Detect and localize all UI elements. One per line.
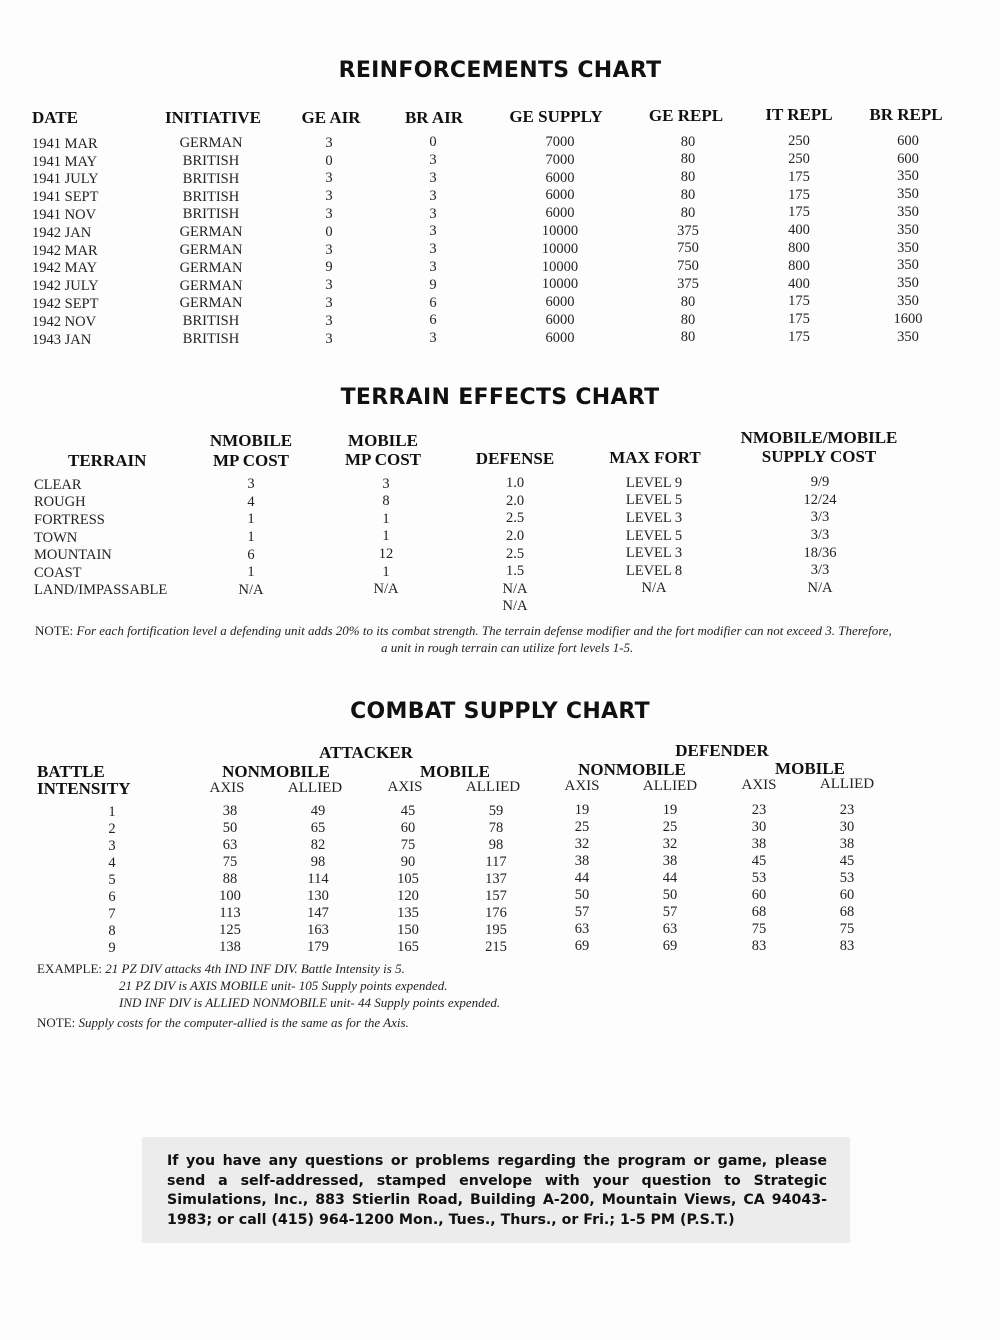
reinforcements-row-cell: 7000 <box>545 151 575 168</box>
terrain-row-cell: N/A <box>373 581 399 598</box>
terrain-row-cell: 1.5 <box>505 563 525 580</box>
terrain-row-cell: 1 <box>382 563 390 580</box>
combat-row-cell: 150 <box>397 921 419 938</box>
combat-row-cell: 125 <box>219 922 241 939</box>
reinforcements-row-cell: 1942 MAR <box>32 242 98 259</box>
combat-row-cell: 75 <box>400 836 416 853</box>
col-ge-repl: GE REPL <box>648 106 724 125</box>
reinforcements-row-cell: 1942 NOV <box>32 313 97 330</box>
sub-att-mobile-axis: AXIS <box>387 779 423 795</box>
reinforcements-row-cell: 350 <box>897 221 919 238</box>
terrain-row-cell: 3/3 <box>810 509 830 526</box>
reinforcements-row-cell: 350 <box>897 293 919 310</box>
terrain-row-cell: 1 <box>382 510 390 527</box>
combat-row-cell: 75 <box>839 920 855 937</box>
reinforcements-row-cell: 7000 <box>545 134 575 151</box>
col-nmobile-line1: NMOBILE <box>209 431 293 450</box>
reinforcements-row-cell: 1941 JULY <box>32 171 99 188</box>
terrain-row-cell: 8 <box>382 493 390 510</box>
reinforcements-row-cell: 375 <box>677 222 699 239</box>
reinforcements-row-cell: 6000 <box>545 294 575 311</box>
combat-row-cell: 120 <box>397 887 419 904</box>
combat-row-cell: 38 <box>751 835 767 852</box>
combat-row-cell: 44 <box>574 870 590 887</box>
reinforcements-row-cell: 750 <box>677 258 699 275</box>
reinforcements-row-cell: BRITISH <box>182 206 240 223</box>
combat-row-cell: 30 <box>839 818 855 835</box>
combat-row-cell: 1 <box>108 803 116 820</box>
combat-row-cell: 82 <box>310 837 326 854</box>
terrain-note-line1 <box>35 623 892 639</box>
combat-row-cell: 45 <box>751 852 767 869</box>
terrain-row-cell: N/A <box>502 580 528 597</box>
combat-row-cell: 68 <box>751 903 767 920</box>
reinforcements-row-cell: 400 <box>788 222 810 239</box>
reinforcements-row-cell: BRITISH <box>182 170 240 187</box>
reinforcements-row-cell: 750 <box>677 240 699 257</box>
reinforcements-row-cell: 9 <box>325 259 333 276</box>
terrain-row-cell: 3 <box>382 475 390 492</box>
col-max-fort: MAX FORT <box>609 448 701 467</box>
combat-row-cell: 8 <box>108 922 116 939</box>
reinforcements-row-cell: 1942 JULY <box>32 278 99 295</box>
combat-row-cell: 32 <box>574 836 590 853</box>
terrain-row-cell: 4 <box>247 493 255 510</box>
terrain-row-cell: N/A <box>641 580 667 597</box>
reinforcements-title: REINFORCEMENTS CHART <box>338 58 662 83</box>
reinforcements-row-cell: 175 <box>788 186 810 203</box>
combat-row-cell: 45 <box>400 802 416 819</box>
combat-row-cell: 25 <box>574 819 590 836</box>
reinforcements-row-cell: 350 <box>897 186 919 203</box>
reinforcements-row-cell: 375 <box>677 275 699 292</box>
reinforcements-row-cell: 80 <box>680 311 696 328</box>
combat-example-text1: 21 PZ DIV attacks 4th IND INF DIV. Battle Intensity is 5. <box>105 961 405 976</box>
reinforcements-row-cell: 1941 NOV <box>32 207 97 224</box>
terrain-title: TERRAIN EFFECTS CHART <box>340 385 660 410</box>
reinforcements-row-cell: 3 <box>429 152 437 169</box>
terrain-row-cell: 12/24 <box>803 491 837 508</box>
col-battle-line2: INTENSITY <box>37 779 131 798</box>
reinforcements-row-cell: 175 <box>788 311 810 328</box>
combat-row-cell: 63 <box>222 837 238 854</box>
terrain-row-cell: 2.0 <box>505 492 525 509</box>
combat-row-cell: 57 <box>662 904 678 921</box>
reinforcements-row-cell: 3 <box>325 170 333 187</box>
attacker-header: ATTACKER <box>319 743 413 762</box>
reinforcements-row-cell: BRITISH <box>182 313 240 330</box>
combat-row-cell: 176 <box>485 904 507 921</box>
combat-row-cell: 78 <box>488 819 504 836</box>
defender-header: DEFENDER <box>675 741 769 760</box>
combat-row-cell: 30 <box>751 818 767 835</box>
reinforcements-row-cell: 400 <box>788 275 810 292</box>
terrain-row-cell: 3 <box>247 476 255 493</box>
reinforcements-row-cell: 80 <box>680 169 696 186</box>
col-mobile-line1: MOBILE <box>348 431 418 450</box>
reinforcements-row-cell: 0 <box>325 223 333 240</box>
combat-row-cell: 163 <box>307 922 329 939</box>
reinforcements-row-cell: 1941 SEPT <box>32 189 99 206</box>
reinforcements-row-cell: 6000 <box>545 205 575 222</box>
terrain-row-cell: 1 <box>382 528 390 545</box>
reinforcements-row-cell: 6000 <box>545 169 575 186</box>
reinforcements-row-cell: 10000 <box>541 240 579 257</box>
combat-row-cell: 60 <box>751 886 767 903</box>
combat-row-cell: 63 <box>662 921 678 938</box>
combat-example-line1 <box>37 961 405 977</box>
reinforcements-row-cell: 3 <box>325 330 333 347</box>
col-supply-cost-line2: SUPPLY COST <box>761 447 877 466</box>
reinforcements-row-cell: 800 <box>788 257 810 274</box>
reinforcements-row-cell: BRITISH <box>182 188 240 205</box>
reinforcements-row-cell: 80 <box>680 133 696 150</box>
combat-row-cell: 5 <box>108 871 116 888</box>
sub-def-mobile-axis: AXIS <box>741 777 777 793</box>
reinforcements-row-cell: 3 <box>325 241 333 258</box>
sub-att-mobile-allied: ALLIED <box>465 779 521 795</box>
terrain-row-cell: 18/36 <box>803 544 837 561</box>
terrain-row-cell: LEVEL 9 <box>625 474 683 491</box>
terrain-row-cell: 12 <box>378 546 394 563</box>
combat-row-cell: 23 <box>839 801 855 818</box>
reinforcements-row-cell: 80 <box>680 329 696 346</box>
reinforcements-row-cell: 3 <box>325 277 333 294</box>
combat-row-cell: 105 <box>397 870 419 887</box>
terrain-note-text: For each fortification level a defending unit adds 20% to its combat strength. The terrain defense modifier and the fort modifier can not exceed 3. Therefore, <box>76 623 892 638</box>
reinforcements-row-cell: 3 <box>429 187 437 204</box>
col-br-repl: BR REPL <box>869 105 943 124</box>
combat-row-cell: 75 <box>222 854 238 871</box>
reinforcements-row-cell: 80 <box>680 186 696 203</box>
attacker-mobile-header: MOBILE <box>420 762 490 781</box>
reinforcements-row-cell: 3 <box>429 223 437 240</box>
combat-row-cell: 88 <box>222 871 238 888</box>
reinforcements-row-cell: 6 <box>429 294 437 311</box>
combat-row-cell: 114 <box>307 871 329 888</box>
combat-row-cell: 7 <box>108 905 116 922</box>
combat-row-cell: 83 <box>839 937 855 954</box>
combat-row-cell: 53 <box>839 869 855 886</box>
terrain-row-cell: ROUGH <box>34 494 86 511</box>
combat-row-cell: 38 <box>662 853 678 870</box>
terrain-note-label: NOTE: <box>35 623 74 638</box>
attacker-nonmobile-header: NONMOBILE <box>222 762 330 781</box>
combat-row-cell: 157 <box>485 887 507 904</box>
reinforcements-row-cell: 1600 <box>893 310 923 327</box>
combat-row-cell: 130 <box>307 888 329 905</box>
reinforcements-row-cell: 175 <box>788 293 810 310</box>
reinforcements-row-cell: 10000 <box>541 258 579 275</box>
reinforcements-row-cell: 10000 <box>541 276 579 293</box>
terrain-row-cell: 9/9 <box>810 474 830 491</box>
combat-row-cell: 9 <box>108 939 116 956</box>
combat-example-line3: IND INF DIV is ALLIED NONMOBILE unit- 44 Supply points expended. <box>119 995 501 1010</box>
terrain-row-cell: LAND/IMPASSABLE <box>34 582 168 599</box>
terrain-row-cell: LEVEL 5 <box>625 527 683 544</box>
reinforcements-row-cell: 350 <box>897 328 919 345</box>
reinforcements-row-cell: 1941 MAR <box>32 135 98 152</box>
reinforcements-row-cell: 80 <box>680 204 696 221</box>
terrain-row-cell: FORTRESS <box>34 512 105 529</box>
contact-info-box <box>142 1137 850 1243</box>
col-ge-air: GE AIR <box>301 108 361 127</box>
combat-row-cell: 19 <box>574 802 590 819</box>
defender-mobile-header: MOBILE <box>775 759 845 778</box>
reinforcements-row-cell: 250 <box>788 151 810 167</box>
reinforcements-row-cell: 3 <box>429 259 437 276</box>
reinforcements-row-cell: 1942 MAY <box>32 260 98 277</box>
combat-row-cell: 65 <box>310 820 326 837</box>
reinforcements-row-cell: 6000 <box>545 312 575 329</box>
combat-row-cell: 165 <box>397 938 419 955</box>
combat-row-cell: 117 <box>485 853 507 870</box>
combat-row-cell: 49 <box>310 803 326 820</box>
reinforcements-row-cell: 3 <box>325 188 333 205</box>
combat-row-cell: 50 <box>662 887 678 904</box>
combat-row-cell: 38 <box>839 835 855 852</box>
combat-row-cell: 38 <box>574 853 590 870</box>
combat-row-cell: 4 <box>108 854 116 871</box>
combat-row-cell: 57 <box>574 904 590 921</box>
terrain-row-cell: TOWN <box>34 529 78 546</box>
combat-row-cell: 75 <box>751 920 767 937</box>
terrain-note-line2: a unit in rough terrain can utilize fort levels 1-5. <box>381 640 634 655</box>
sub-att-nonmobile-allied: ALLIED <box>287 780 343 796</box>
reinforcements-row-cell: 3 <box>325 312 333 329</box>
col-ge-supply: GE SUPPLY <box>509 107 603 126</box>
terrain-row-cell: 3/3 <box>810 526 830 543</box>
reinforcements-row-cell: 80 <box>680 293 696 310</box>
combat-row-cell: 19 <box>662 802 678 819</box>
terrain-row-cell: COAST <box>34 564 82 581</box>
reinforcements-row-cell: 3 <box>429 205 437 222</box>
col-supply-cost-line1: NMOBILE/MOBILE <box>740 428 898 447</box>
reinforcements-row-cell: 6000 <box>545 329 575 346</box>
terrain-extra-defense-cell: N/A <box>502 598 528 614</box>
reinforcements-row-cell: 0 <box>325 152 333 169</box>
terrain-row-cell: N/A <box>238 581 264 598</box>
terrain-row-cell: 1 <box>247 564 255 581</box>
terrain-row-cell: CLEAR <box>34 476 82 493</box>
reinforcements-row-cell: 3 <box>429 241 437 258</box>
sub-def-mobile-allied: ALLIED <box>819 776 875 792</box>
combat-row-cell: 53 <box>751 869 767 886</box>
reinforcements-row-cell: 6000 <box>545 187 575 204</box>
combat-row-cell: 3 <box>108 837 116 854</box>
sub-att-nonmobile-axis: AXIS <box>209 780 245 796</box>
reinforcements-row-cell: 600 <box>897 132 919 149</box>
reinforcements-row-cell: 350 <box>897 168 919 185</box>
terrain-row-cell: LEVEL 3 <box>625 509 683 526</box>
terrain-row-cell: 2.5 <box>505 510 525 527</box>
terrain-row-cell: MOUNTAIN <box>34 547 112 564</box>
reinforcements-row-cell: 10000 <box>541 223 579 240</box>
reinforcements-row-cell: 3 <box>429 170 437 187</box>
combat-example-line2: 21 PZ DIV is AXIS MOBILE unit- 105 Supply points expended. <box>119 978 448 993</box>
combat-example-label: EXAMPLE: <box>37 961 102 976</box>
col-it-repl: IT REPL <box>765 105 833 124</box>
combat-row-cell: 83 <box>751 937 767 954</box>
reinforcements-row-cell: 350 <box>897 204 919 221</box>
combat-row-cell: 100 <box>219 888 241 905</box>
defender-nonmobile-header: NONMOBILE <box>578 760 686 779</box>
combat-row-cell: 147 <box>307 905 329 922</box>
terrain-row-cell: LEVEL 3 <box>625 545 683 562</box>
combat-row-cell: 215 <box>485 938 507 955</box>
reinforcements-row-cell: GERMAN <box>179 135 243 152</box>
reinforcements-row-cell: 1942 JAN <box>32 224 92 241</box>
reinforcements-row-cell: 6 <box>429 312 437 329</box>
reinforcements-row-cell: 175 <box>788 204 810 221</box>
combat-row-cell: 98 <box>310 854 326 871</box>
reinforcements-row-cell: GERMAN <box>179 224 243 241</box>
reinforcements-row-cell: BRITISH <box>182 153 240 170</box>
terrain-row-cell: 6 <box>247 546 255 563</box>
reinforcements-row-cell: 3 <box>325 295 333 312</box>
combat-row-cell: 44 <box>662 870 678 887</box>
reinforcements-row-cell: 350 <box>897 239 919 256</box>
col-mobile-line2: MP COST <box>344 450 422 469</box>
reinforcements-row-cell: 3 <box>325 206 333 223</box>
sub-def-nonmobile-axis: AXIS <box>564 778 600 794</box>
terrain-row-cell: LEVEL 8 <box>625 562 683 579</box>
combat-note <box>37 1015 409 1031</box>
col-battle-line1: BATTLE <box>37 762 105 781</box>
reinforcements-row-cell: BRITISH <box>182 331 240 348</box>
combat-row-cell: 179 <box>307 939 329 956</box>
combat-row-cell: 90 <box>400 853 416 870</box>
reinforcements-row-cell: 1941 MAY <box>32 153 98 170</box>
terrain-row-cell: 1 <box>247 528 255 545</box>
combat-row-cell: 69 <box>662 938 678 955</box>
reinforcements-row-cell: 350 <box>897 257 919 274</box>
reinforcements-row-cell: 0 <box>429 134 437 151</box>
combat-row-cell: 2 <box>108 820 116 837</box>
terrain-row-cell: 2.0 <box>505 527 525 544</box>
combat-row-cell: 137 <box>485 870 507 887</box>
combat-title: COMBAT SUPPLY CHART <box>350 699 650 724</box>
combat-row-cell: 59 <box>488 802 504 819</box>
combat-row-cell: 38 <box>222 803 238 820</box>
combat-row-cell: 138 <box>219 939 241 956</box>
reinforcements-row-cell: 9 <box>429 276 437 293</box>
reinforcements-row-cell: 800 <box>788 240 810 256</box>
col-defense: DEFENSE <box>475 449 555 468</box>
terrain-row-cell: N/A <box>807 579 833 596</box>
reinforcements-row-cell: 1942 SEPT <box>32 296 99 313</box>
combat-note-text: Supply costs for the computer-allied is the same as for the Axis. <box>78 1015 409 1030</box>
combat-row-cell: 45 <box>839 852 855 869</box>
terrain-row-cell: 2.5 <box>505 545 525 562</box>
reinforcements-row-cell: 3 <box>429 330 437 347</box>
reinforcements-row-cell: GERMAN <box>179 295 243 312</box>
combat-row-cell: 69 <box>574 938 590 955</box>
reinforcements-row-cell: 600 <box>897 150 919 167</box>
combat-row-cell: 63 <box>574 921 590 938</box>
combat-row-cell: 68 <box>839 903 855 920</box>
col-terrain: TERRAIN <box>68 451 147 470</box>
col-date: DATE <box>32 108 78 127</box>
combat-row-cell: 195 <box>485 921 507 938</box>
terrain-row-cell: 3/3 <box>810 562 830 579</box>
col-br-air: BR AIR <box>404 108 464 127</box>
combat-row-cell: 32 <box>662 836 678 853</box>
combat-row-cell: 6 <box>108 888 116 905</box>
reinforcements-row-cell: GERMAN <box>179 277 243 294</box>
col-nmobile-line2: MP COST <box>212 451 290 470</box>
reinforcements-row-cell: 350 <box>897 275 919 292</box>
combat-row-cell: 98 <box>488 836 504 853</box>
contact-info-text: If you have any questions or problems regarding the program or game, please send a self-addressed, stamped envelope with your question to Strategic Simulations, Inc., 883 Stierlin Road, Building A-200, Mountain Views, CA 94043-1983; or call (415) 964-1200 Mon., Tues., Thurs., or Fri.; 1-5 PM (P.S.T.) <box>167 1153 827 1228</box>
col-initiative: INITIATIVE <box>164 108 262 127</box>
reinforcements-row-cell: 1943 JAN <box>32 331 92 348</box>
reinforcements-row-cell: GERMAN <box>179 259 243 276</box>
reinforcements-row-cell: 80 <box>680 151 696 168</box>
combat-row-cell: 23 <box>751 801 767 818</box>
combat-note-label: NOTE: <box>37 1015 76 1030</box>
reinforcements-row-cell: 3 <box>325 134 333 151</box>
terrain-row-cell: 1.0 <box>505 475 525 492</box>
combat-row-cell: 60 <box>400 819 416 836</box>
combat-row-cell: 113 <box>219 905 241 922</box>
combat-row-cell: 50 <box>222 820 238 837</box>
sub-def-nonmobile-allied: ALLIED <box>642 778 698 794</box>
combat-row-cell: 25 <box>662 819 678 836</box>
terrain-row-cell: LEVEL 5 <box>625 492 683 509</box>
reinforcements-row-cell: 250 <box>788 133 810 150</box>
reinforcements-row-cell: GERMAN <box>179 242 243 259</box>
combat-row-cell: 50 <box>574 887 590 904</box>
reinforcements-row-cell: 175 <box>788 329 810 345</box>
terrain-row-cell: 1 <box>247 511 255 528</box>
reinforcements-row-cell: 175 <box>788 168 810 185</box>
combat-row-cell: 135 <box>397 904 419 921</box>
combat-row-cell: 60 <box>839 886 855 903</box>
